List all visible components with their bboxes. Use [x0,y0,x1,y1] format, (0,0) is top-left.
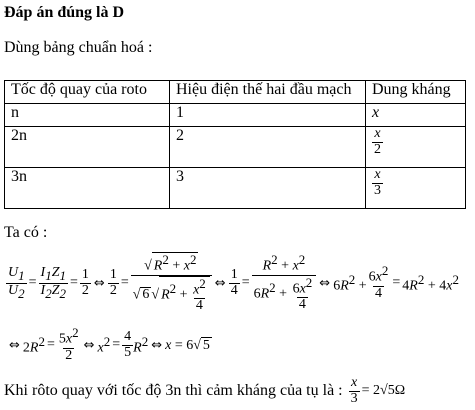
equivalence-icon: ⇔ [151,337,163,353]
impedance-fraction: √ $R^2 + x^2$ √ 6 √ $R^2$ + $\frac{x^2}{4}$ [131,252,212,313]
equation-line-1: $\frac{U_1}{U_2}$ = $\frac{I_1Z_1}{I_2Z_2}$ = $\frac{1}{2}$ ⇔ $\frac{1}{2}$ = √ $R^2 + x^2$ √ 6 √ $R^2$ + $\frac{x^2}{4}$ ⇔ $\frac{1}{4}$ = $R^2 + x^2$ $6R^2$ + $\frac{6x^2}{4}$ ⇔ $6R^2$ + $\frac{6x^2}{4}$ = $4R^2 + 4x^2$ [8,252,459,313]
cell-voltage: 3 [170,168,366,209]
squared-fraction: $R^2 + x^2$ $6R^2$ + $\frac{6x^2}{4}$ [252,253,317,312]
cell-voltage: 2 [170,127,366,168]
conclusion-text: Khi rôto quay với tốc độ 3n thì cảm kháng của tụ là : [4,382,343,400]
result-fraction: $\frac{x}{3}$ [350,375,358,406]
equivalence-icon: ⇔ [214,275,226,291]
equivalence-icon: ⇔ [93,275,105,291]
header-capacitance: Dung kháng [366,81,466,104]
cell-speed: n [5,104,170,127]
equivalence-icon: ⇔ [9,337,20,353]
equivalence-icon: ⇔ [319,275,331,291]
table-row [5,168,466,209]
cell-capacitance [366,127,466,168]
table-row [5,104,466,127]
equivalence-icon: ⇔ [83,337,95,353]
cell-voltage: 1 [170,104,366,127]
fraction-numerator: x [374,167,381,182]
cell-speed: 3n [5,168,170,209]
cell-capacitance [366,104,466,127]
voltage-ratio: $\frac{U_1}{U_2}$ [8,265,25,301]
fraction-denominator: 2 [374,141,381,157]
table-row [5,127,466,168]
ta-co-label: Ta có : [4,224,48,241]
answer-heading: Đáp án đúng là D [4,4,125,21]
capacitance-fraction [372,168,383,198]
equation-line-2: ⇔ $2R^2$ = $\frac{5x^2}{2}$ ⇔ $x^2$ = $\frac{4}{5}$ $R^2$ ⇔ x = 6√ 5 [9,325,210,363]
header-speed: Tốc độ quay của roto [5,81,170,104]
header-voltage: Hiệu điện thế hai đầu mạch [170,81,366,104]
fraction-denominator: 3 [374,182,381,198]
capacitance-fraction [372,127,383,157]
intro-text: Dùng bảng chuẩn hoá : [4,39,153,56]
cell-speed: 2n [5,127,170,168]
cell-capacitance [366,168,466,209]
table-header-row [5,81,466,104]
capacitance-value: x [372,104,380,121]
conclusion-line [4,376,405,406]
conclusion-result: = 2√5Ω [361,383,406,399]
fraction-numerator: x [374,126,381,141]
current-impedance-ratio: $\frac{I_1Z_1}{I_2Z_2}$ [40,265,66,301]
normalization-table [4,80,466,209]
